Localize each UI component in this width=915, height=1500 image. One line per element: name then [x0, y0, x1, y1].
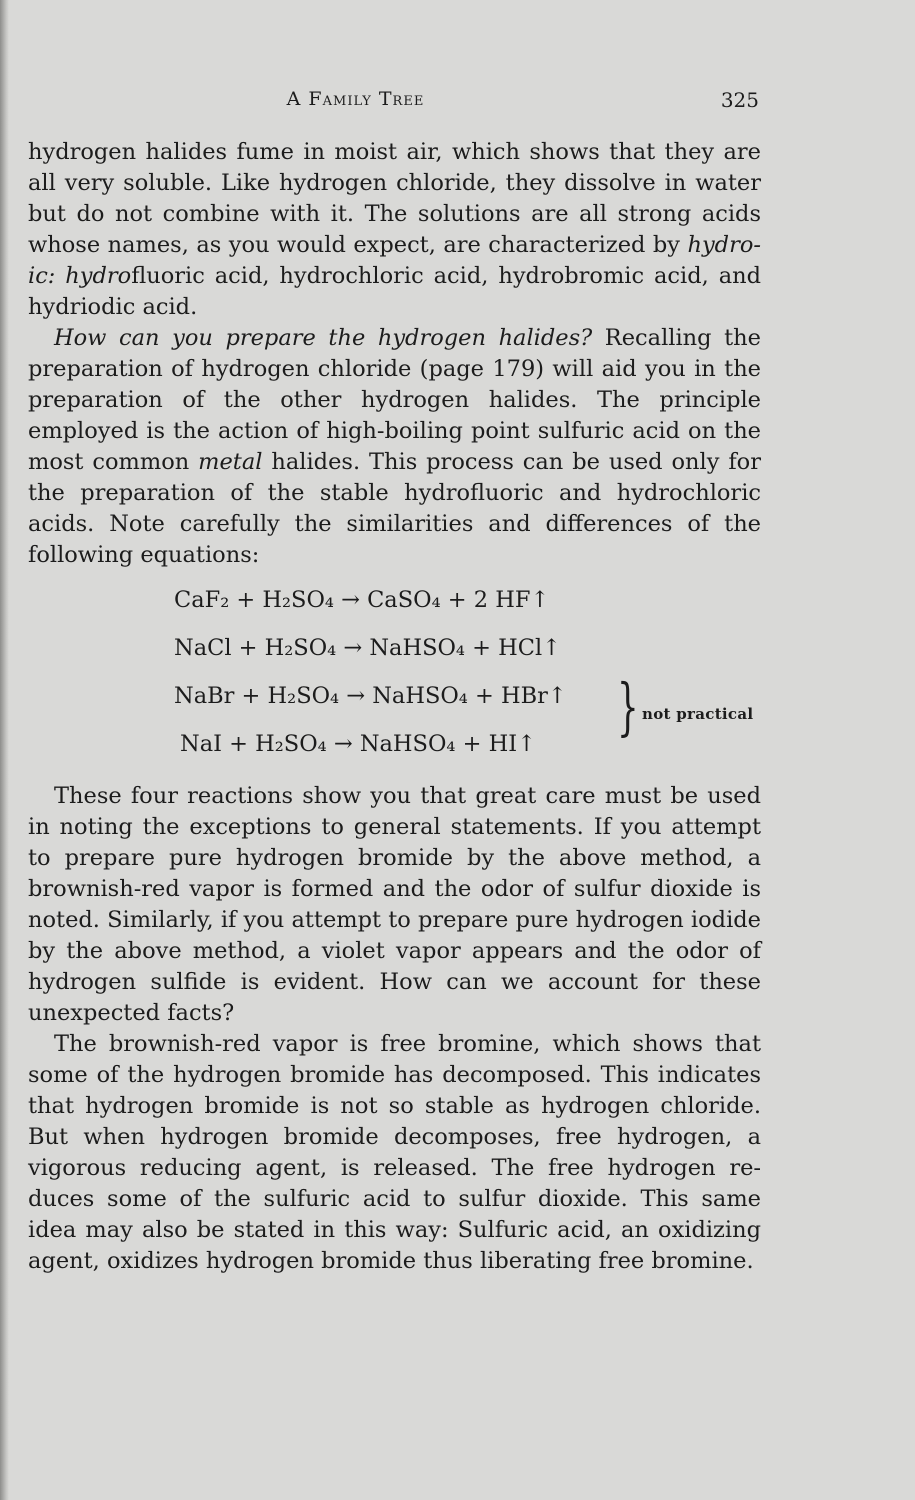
equations-block — [28, 579, 761, 771]
right-brace: } — [617, 670, 639, 743]
not-practical-note: not practical — [642, 705, 754, 723]
section-question: How can you prepare the hydrogen halides? — [54, 325, 593, 351]
page-header — [28, 88, 763, 114]
equation-caf2: CaF₂ + H₂SO₄ → CaSO₄ + 2 HF↑ — [174, 587, 550, 613]
equation-nabr: NaBr + H₂SO₄ → NaHSO₄ + HBr↑ — [174, 683, 567, 709]
page-number: 325 — [720, 88, 759, 112]
metal-term: metal — [198, 449, 263, 475]
paragraph-2: How can you prepare the hydrogen halides? Recalling the preparation of hydrogen chloride (page 179) will aid you in the preparation of the other hydrogen halides. The principle employed is the action of high-boiling point sulfuric acid on the most common metal halides. This process can be used only for the preparation of the stable hydrofluoric and hydrochloric acids. Note carefully the similarities and differences of the following equations: — [28, 325, 761, 568]
paragraph-3: These four reactions show you that great care must be used in noting the exceptions to general statements. If you attempt to prepare pure hydrogen bromide by the above method, a brownish-red vapor is formed and the odor of sulfur dioxide is noted. Similarly, if you attempt to prepare pure hydrogen iodide by the above method, a violet vapor appears and the odor of hydrogen sulfide is evident. How can we account for these unexpected facts? — [28, 783, 761, 1026]
paragraph-1: hydrogen halides fume in moist air, which shows that they are all very soluble. Like hydrogen chloride, they dissolve in water but do not combine with it. The solutions are all strong acids whose names, as you would expect, are characterized by hydro- ic: hydrofluoric acid, hydrochloric acid, hydrobromic acid, and hydriodic acid. — [28, 139, 761, 320]
equation-nai: NaI + H₂SO₄ → NaHSO₄ + HI↑ — [180, 731, 536, 757]
running-head: A Family Tree — [286, 88, 425, 110]
book-page — [28, 0, 763, 1500]
hydro-ic-term: hydro- ic: hydro — [28, 232, 761, 289]
equation-nacl: NaCl + H₂SO₄ → NaHSO₄ + HCl↑ — [174, 635, 561, 661]
body-text — [28, 137, 761, 1277]
page-binding-edge — [0, 0, 9, 1500]
paragraph-4: The brownish-red vapor is free bromine, which shows that some of the hydrogen bromide has decomposed. This indicates that hydrogen bromide is not so stable as hydrogen chloride. But when hydrogen bromide decomposes, free hydrogen, a vigorous reducing agent, is released. The free hydrogen reduces some of the sulfuric acid to sulfur dioxide. This same idea may also be stated in this way: Sulfuric acid, an oxidizing agent, oxidizes hydrogen bromide thus liberating free bromine. — [28, 1031, 761, 1274]
